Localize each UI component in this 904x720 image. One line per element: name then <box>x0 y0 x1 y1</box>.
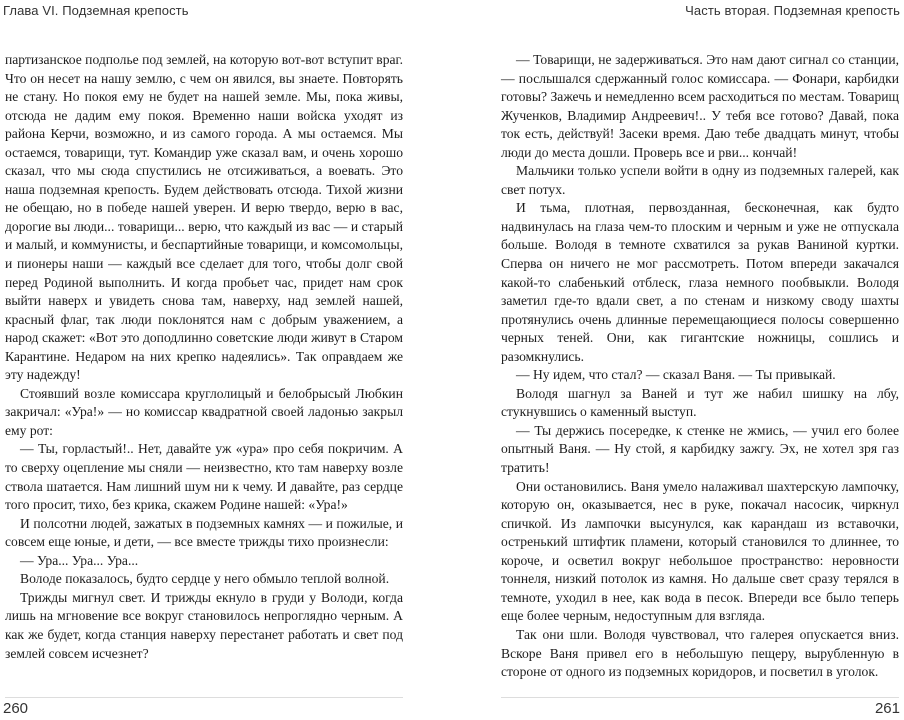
paragraph: Они остановились. Ваня умело налаживал шахтерскую лампочку, которую он, оказывается, нес в руке, покачал насосик, чиркнул спичкой. Из лампочки высунулся, как карандаш из вставочки, остренький штифтик пламени, который становился то длиннее, то короче, и осветил вокруг небольшое пространство: неровности тоннеля, низкий потолок из камня. Но дальше свет сразу терялся в темноте, уходил в нее, как вода в песок. Впереди все было теперь еще более черным, недоступным для взгляда. <box>501 478 899 624</box>
paragraph: И полсотни людей, зажатых в подземных камнях — и пожилые, и совсем еще юные, и дети, — все вместе трижды тихо произнесли: <box>5 515 403 550</box>
paragraph: — Ну идем, что стал? — сказал Ваня. — Ты привыкай. <box>516 367 836 383</box>
paragraph: — Ты держись посередке, к стенке не жмись, — учил его более опытный Ваня. — Ну стой, я карбидку зажгу. Эх, не хотел зря газ тратить! <box>501 422 899 476</box>
paragraph: — Ура... Ура... Ура... <box>20 552 139 568</box>
page-number-right: 261 <box>874 700 900 717</box>
paragraph: Володе показалось, будто сердце у него обмыло теплой волной. <box>20 571 390 587</box>
page-number-left: 260 <box>3 700 29 717</box>
paragraph: Трижды мигнул свет. И трижды екнуло в груди у Володи, когда лишь на мгновение все вокруг становилось непроглядно черным. А как же будет, когда станция наверху перестанет работать и свет под землей совсем исчезнет? <box>5 589 403 661</box>
paragraph: — Ты, горластый!.. Нет, давайте уж «ура» про себя покричим. А то сверху оцепление мы сняли — неизвестно, кто там наверху возле ствола шатается. Нам лишний шум ни к чему. И давайте, раз сердце того просит, тихо, без крика, скажем Родине нашей: «Ура!» <box>5 441 403 513</box>
right-page-text <box>501 51 899 682</box>
paragraph: Мальчики только успели войти в одну из подземных галерей, как свет потух. <box>501 163 899 197</box>
paragraph: Стоявший возле комиссара круглолицый и белобрысый Любкин закричал: «Ура!» — но комиссар квадратной своей ладонью закрыл ему рот: <box>5 385 403 438</box>
left-page-text <box>5 51 403 663</box>
paragraph: Володя шагнул за Ваней и тут же набил шишку на лбу, стукнувшись о каменный выступ. <box>501 385 899 420</box>
right-page <box>452 0 904 720</box>
paragraph: И тьма, плотная, первозданная, бесконечная, как будто надвинулась на глаза чем-то плоским и черным и уже не отпускала больше. Володя в темноте схватился за рукав Ваниной куртки. Сперва он ничего не мог рассмотреть. Потом впереди закачался какой-то слабенький отблеск, глаза немного пообвыкли. Володя заметил где-то вдали свет, а по стенам и низкому своду шахты протянулись очень длинные перемещающиеся полосы совершенно черных теней. Они, как гигантские ножницы, сошлись и разомкнулись. <box>501 200 899 364</box>
footer-divider-right <box>501 697 899 698</box>
paragraph: — Товарищи, не задерживаться. Это нам дают сигнал со станции, — послышался сдержанный голос комиссара. — Фонари, карбидки готовы? Зажечь и немедленно всем расходиться по местам. Товарищ Жученков, Владимир Андреевич!.. У тебя все готово? Давай, пока ток есть, действуй! Засеки время. Даю тебе двадцать минут, чтобы люди до места дошли. Проверь все и рви... кончай! <box>501 52 899 160</box>
running-head-left: Глава VI. Подземная крепость <box>3 3 189 18</box>
footer-divider-left <box>5 697 403 698</box>
paragraph: партизанское подполье под землей, на которую вот-вот вступит враг. Что он несет на нашу землю, с чем он явился, вы знаете. Повторять не стану. Но покоя ему не будет на нашей земле. Мы, пока живы, отсюда не дадим ему покоя. Временно наши войска уходят из района Керчи, возможно, и из самого города. А мы остаемся. Мы остаемся, товарищи, тут. Командир уже сказал вам, и очень хорошо сказал, что мы сюда спустились не отсиживаться, а воевать. Это наша подземная крепость. Будем действовать отсюда. Тихой жизни не обещаю, но в победе нашей уверен. И верю твердо, верю в вас, дорогие вы люди... товарищи... верю, что каждый из вас — и старый и малый, и коммунисты, и беспартийные товарищи, и комсомольцы, и пионеры наши — каждый все сделает для того, чтобы долг свой перед Родиной выполнить. И когда пробьет час, придет нам срок выйти наверх и увидеть снова там, наверху, над землей нашей, красный флаг, так люди поклонятся нам с добрым уважением, а народ скажет: «Вот это доподлинно советские люди живут в Старом Карантине. Недаром на них крепко надеялись». Так оправдаем же эту надежду! <box>5 52 403 383</box>
paragraph: Так они шли. Володя чувствовал, что галерея опускается вниз. Вскоре Ваня привел его в небольшую пещеру, вырубленную в стороне от одного из подземных коридоров, и посветил в уголок. <box>501 626 899 680</box>
running-head-right: Часть вторая. Подземная крепость <box>685 3 900 18</box>
